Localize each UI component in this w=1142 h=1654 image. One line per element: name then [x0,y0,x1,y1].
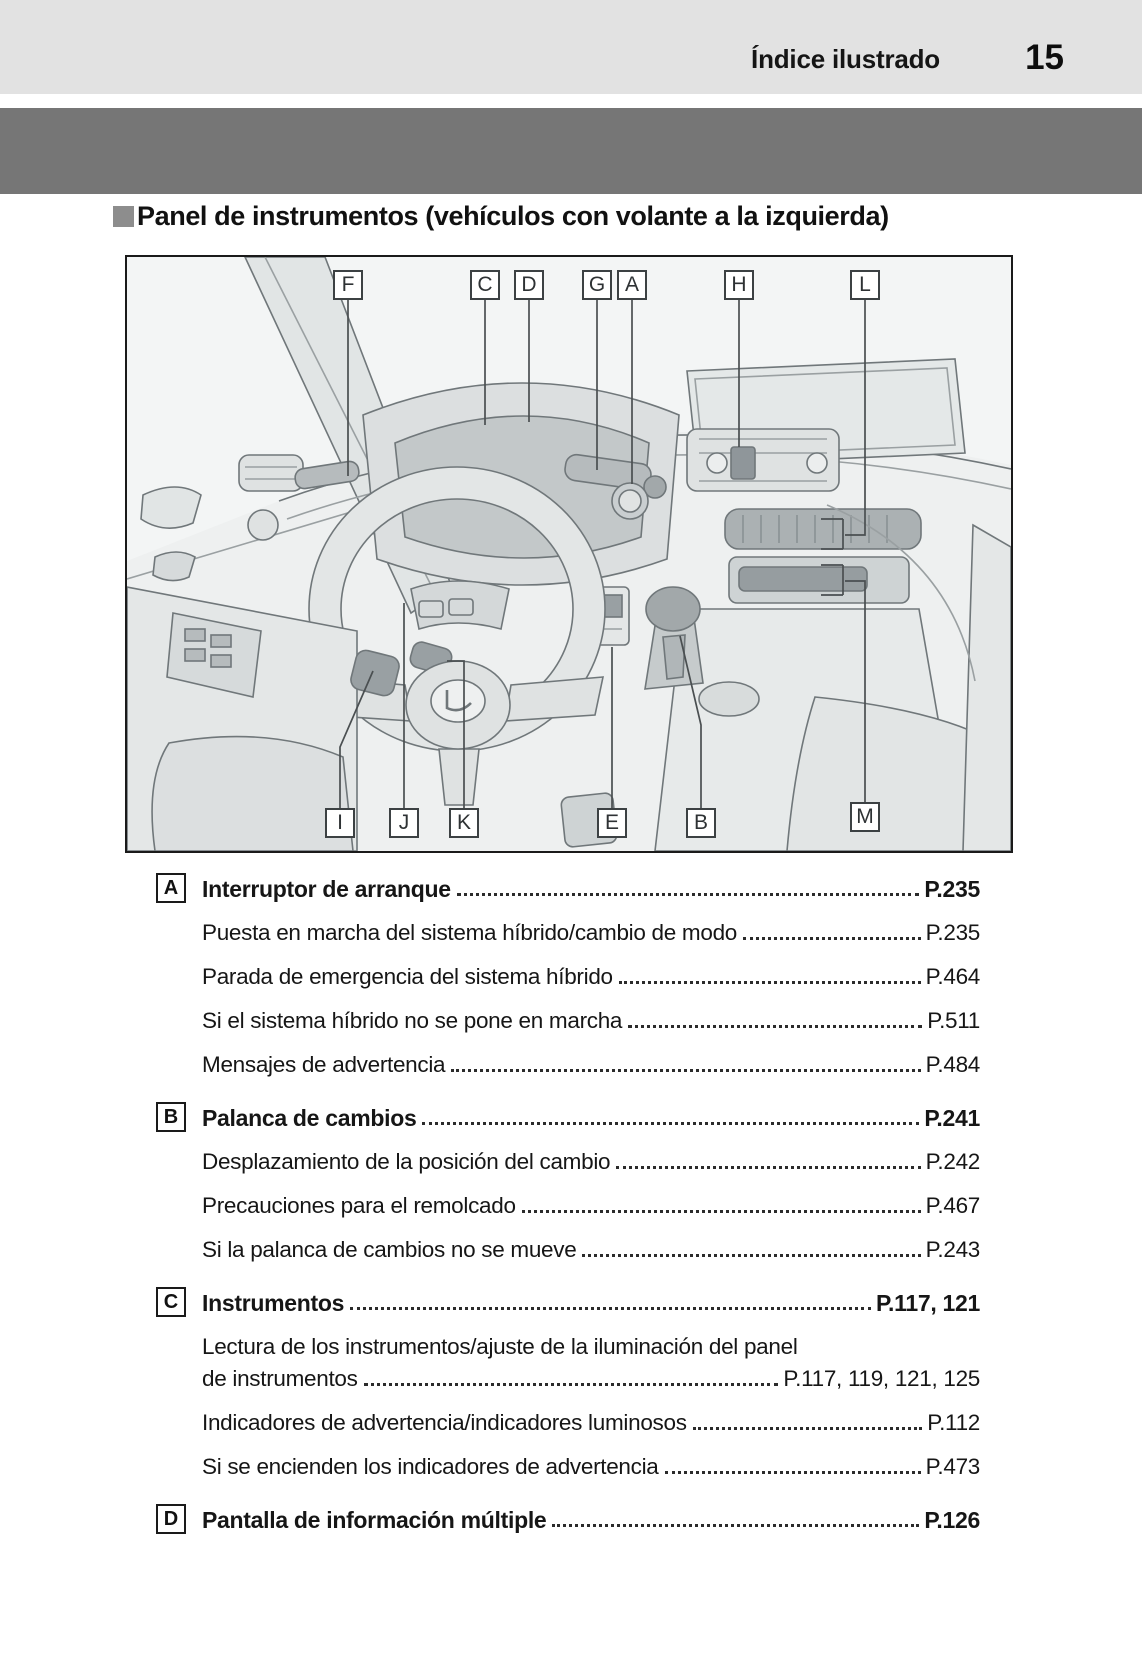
diagram-label-B: B [686,808,716,838]
index-subentry-A1 [202,914,980,948]
index-subentry-C3 [202,1448,980,1482]
dot-leader [522,1210,921,1213]
dot-leader [743,937,921,940]
index-key-A: A [156,873,186,903]
diagram-label-M: M [850,802,880,832]
dot-leader [350,1307,871,1310]
diagram-label-D: D [514,270,544,300]
diagram-label-J: J [389,808,419,838]
entry-text: Pantalla de información múltiple [202,1507,547,1533]
diagram-label-A: A [617,270,647,300]
diagram-label-H: H [724,270,754,300]
dot-leader [665,1471,921,1474]
page-ref: P.243 [925,1237,980,1262]
header-page-number: 15 [1025,38,1064,77]
entry-text: de instrumentos [202,1366,358,1391]
index-subentry-C1-line1 [202,1328,980,1362]
entry-text: Si el sistema híbrido no se pone en marcha [202,1008,623,1033]
entry-text: Indicadores de advertencia/indicadores luminosos [202,1410,687,1435]
entry-text: Interruptor de arranque [202,876,451,902]
diagram-label-F: F [333,270,363,300]
index-key-D: D [156,1504,186,1534]
section-heading [113,199,889,233]
diagram-label-E: E [597,808,627,838]
entry-text: Instrumentos [202,1290,345,1316]
dot-leader [364,1383,779,1386]
header-section-title: Índice ilustrado [751,44,940,74]
dot-leader [619,981,921,984]
dot-leader [628,1025,922,1028]
page-ref: P.117, 119, 121, 125 [783,1366,980,1391]
page-ref: P.464 [925,964,980,989]
page-header-bar [0,0,1142,94]
entry-text: Desplazamiento de la posición del cambio [202,1149,611,1174]
entry-text: Si la palanca de cambios no se mueve [202,1237,577,1262]
index-subentry-A3 [202,1002,980,1036]
index-subentry-C1-line2 [202,1360,980,1394]
entry-text: Palanca de cambios [202,1105,417,1131]
section-heading-text: Panel de instrumentos (vehículos con volante a la izquierda) [137,200,889,231]
index-subentry-B2 [202,1187,980,1221]
page-ref: P.126 [924,1507,980,1533]
entry-text: Parada de emergencia del sistema híbrido [202,964,613,989]
page-ref: P.467 [925,1193,980,1218]
dot-leader [451,1069,920,1072]
diagram-label-C: C [470,270,500,300]
entry-text: Precauciones para el remolcado [202,1193,516,1218]
page-ref: P.235 [925,920,980,945]
diagram-label-G: G [582,270,612,300]
section-bullet-square [113,206,134,227]
page-ref: P.112 [927,1410,980,1435]
index-subentry-B1 [202,1143,980,1177]
dot-leader [457,893,920,896]
entry-text: Si se encienden los indicadores de advertencia [202,1454,659,1479]
chapter-banner [0,108,1142,194]
page-ref: P.484 [925,1052,980,1077]
page-ref: P.117, 121 [875,1290,980,1316]
dot-leader [552,1524,919,1527]
index-key-C: C [156,1287,186,1317]
diagram-label-I: I [325,808,355,838]
page-ref: P.242 [925,1149,980,1174]
index-entry-A [163,870,980,904]
entry-text: Puesta en marcha del sistema híbrido/cambio de modo [202,920,737,945]
dot-leader [693,1427,923,1430]
dot-leader [422,1122,919,1125]
page-ref: P.473 [925,1454,980,1479]
page-ref: P.235 [924,876,980,902]
index-subentry-B3 [202,1231,980,1265]
dot-leader [616,1166,920,1169]
entry-text: Lectura de los instrumentos/ajuste de la iluminación del panel [202,1334,798,1359]
diagram-label-L: L [850,270,880,300]
dot-leader [582,1254,920,1257]
page-ref: P.241 [924,1105,980,1131]
index-entry-B [163,1099,980,1133]
index-entry-C [163,1284,980,1318]
dashboard-illustration [127,257,1011,851]
index-subentry-A4 [202,1046,980,1080]
index-subentry-C2 [202,1404,980,1438]
index-entry-D [163,1501,980,1535]
index-key-B: B [156,1102,186,1132]
entry-text: Mensajes de advertencia [202,1052,446,1077]
page-ref: P.511 [927,1008,980,1033]
diagram-label-K: K [449,808,479,838]
diagram-canvas [125,255,1013,853]
index-subentry-A2 [202,958,980,992]
